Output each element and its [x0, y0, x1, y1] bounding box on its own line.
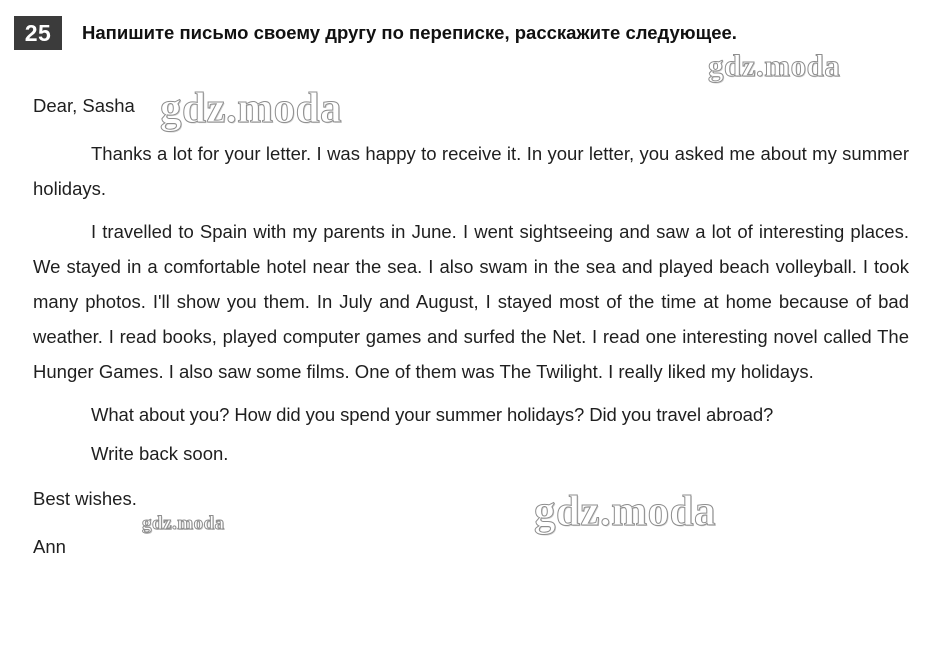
- exercise-number-badge: 25: [14, 16, 62, 50]
- exercise-task-text: Напишите письмо своему другу по переписке, расскажите следующее.: [82, 22, 737, 43]
- letter-paragraph-2: I travelled to Spain with my parents in June. I went sightseeing and saw a lot of interesting places. We stayed in a comfortable hotel near the sea. I also swam in the sea and played beach volleyball. I took many photos. I'll show you them. In July and August, I stayed most of the time at home because of bad weather. I read books, played computer games and surfed the Net. I read one interesting novel called The Hunger Games. I also saw some films. One of them was The Twilight. I really liked my holidays.: [33, 221, 909, 382]
- letter-closing: Write back soon.: [91, 443, 229, 464]
- letter-paragraph-1: Thanks a lot for your letter. I was happy to receive it. In your letter, you asked me about my summer holidays.: [33, 143, 909, 199]
- watermark-text: gdz.moda: [534, 488, 716, 535]
- watermark-text: gdz.moda: [160, 85, 342, 132]
- letter-signoff: Best wishes.: [33, 488, 137, 509]
- letter-paragraph-3: What about you? How did you spend your summer holidays? Did you travel abroad?: [91, 404, 774, 425]
- watermark-top-right: [708, 48, 840, 84]
- watermark-text: gdz.moda: [708, 48, 841, 83]
- letter-body: [33, 92, 909, 562]
- watermark-text: gdz.moda: [142, 513, 225, 534]
- letter-author-name: Ann: [33, 536, 66, 557]
- letter-salutation: Dear, Sasha: [33, 95, 135, 116]
- exercise-header: [14, 16, 737, 50]
